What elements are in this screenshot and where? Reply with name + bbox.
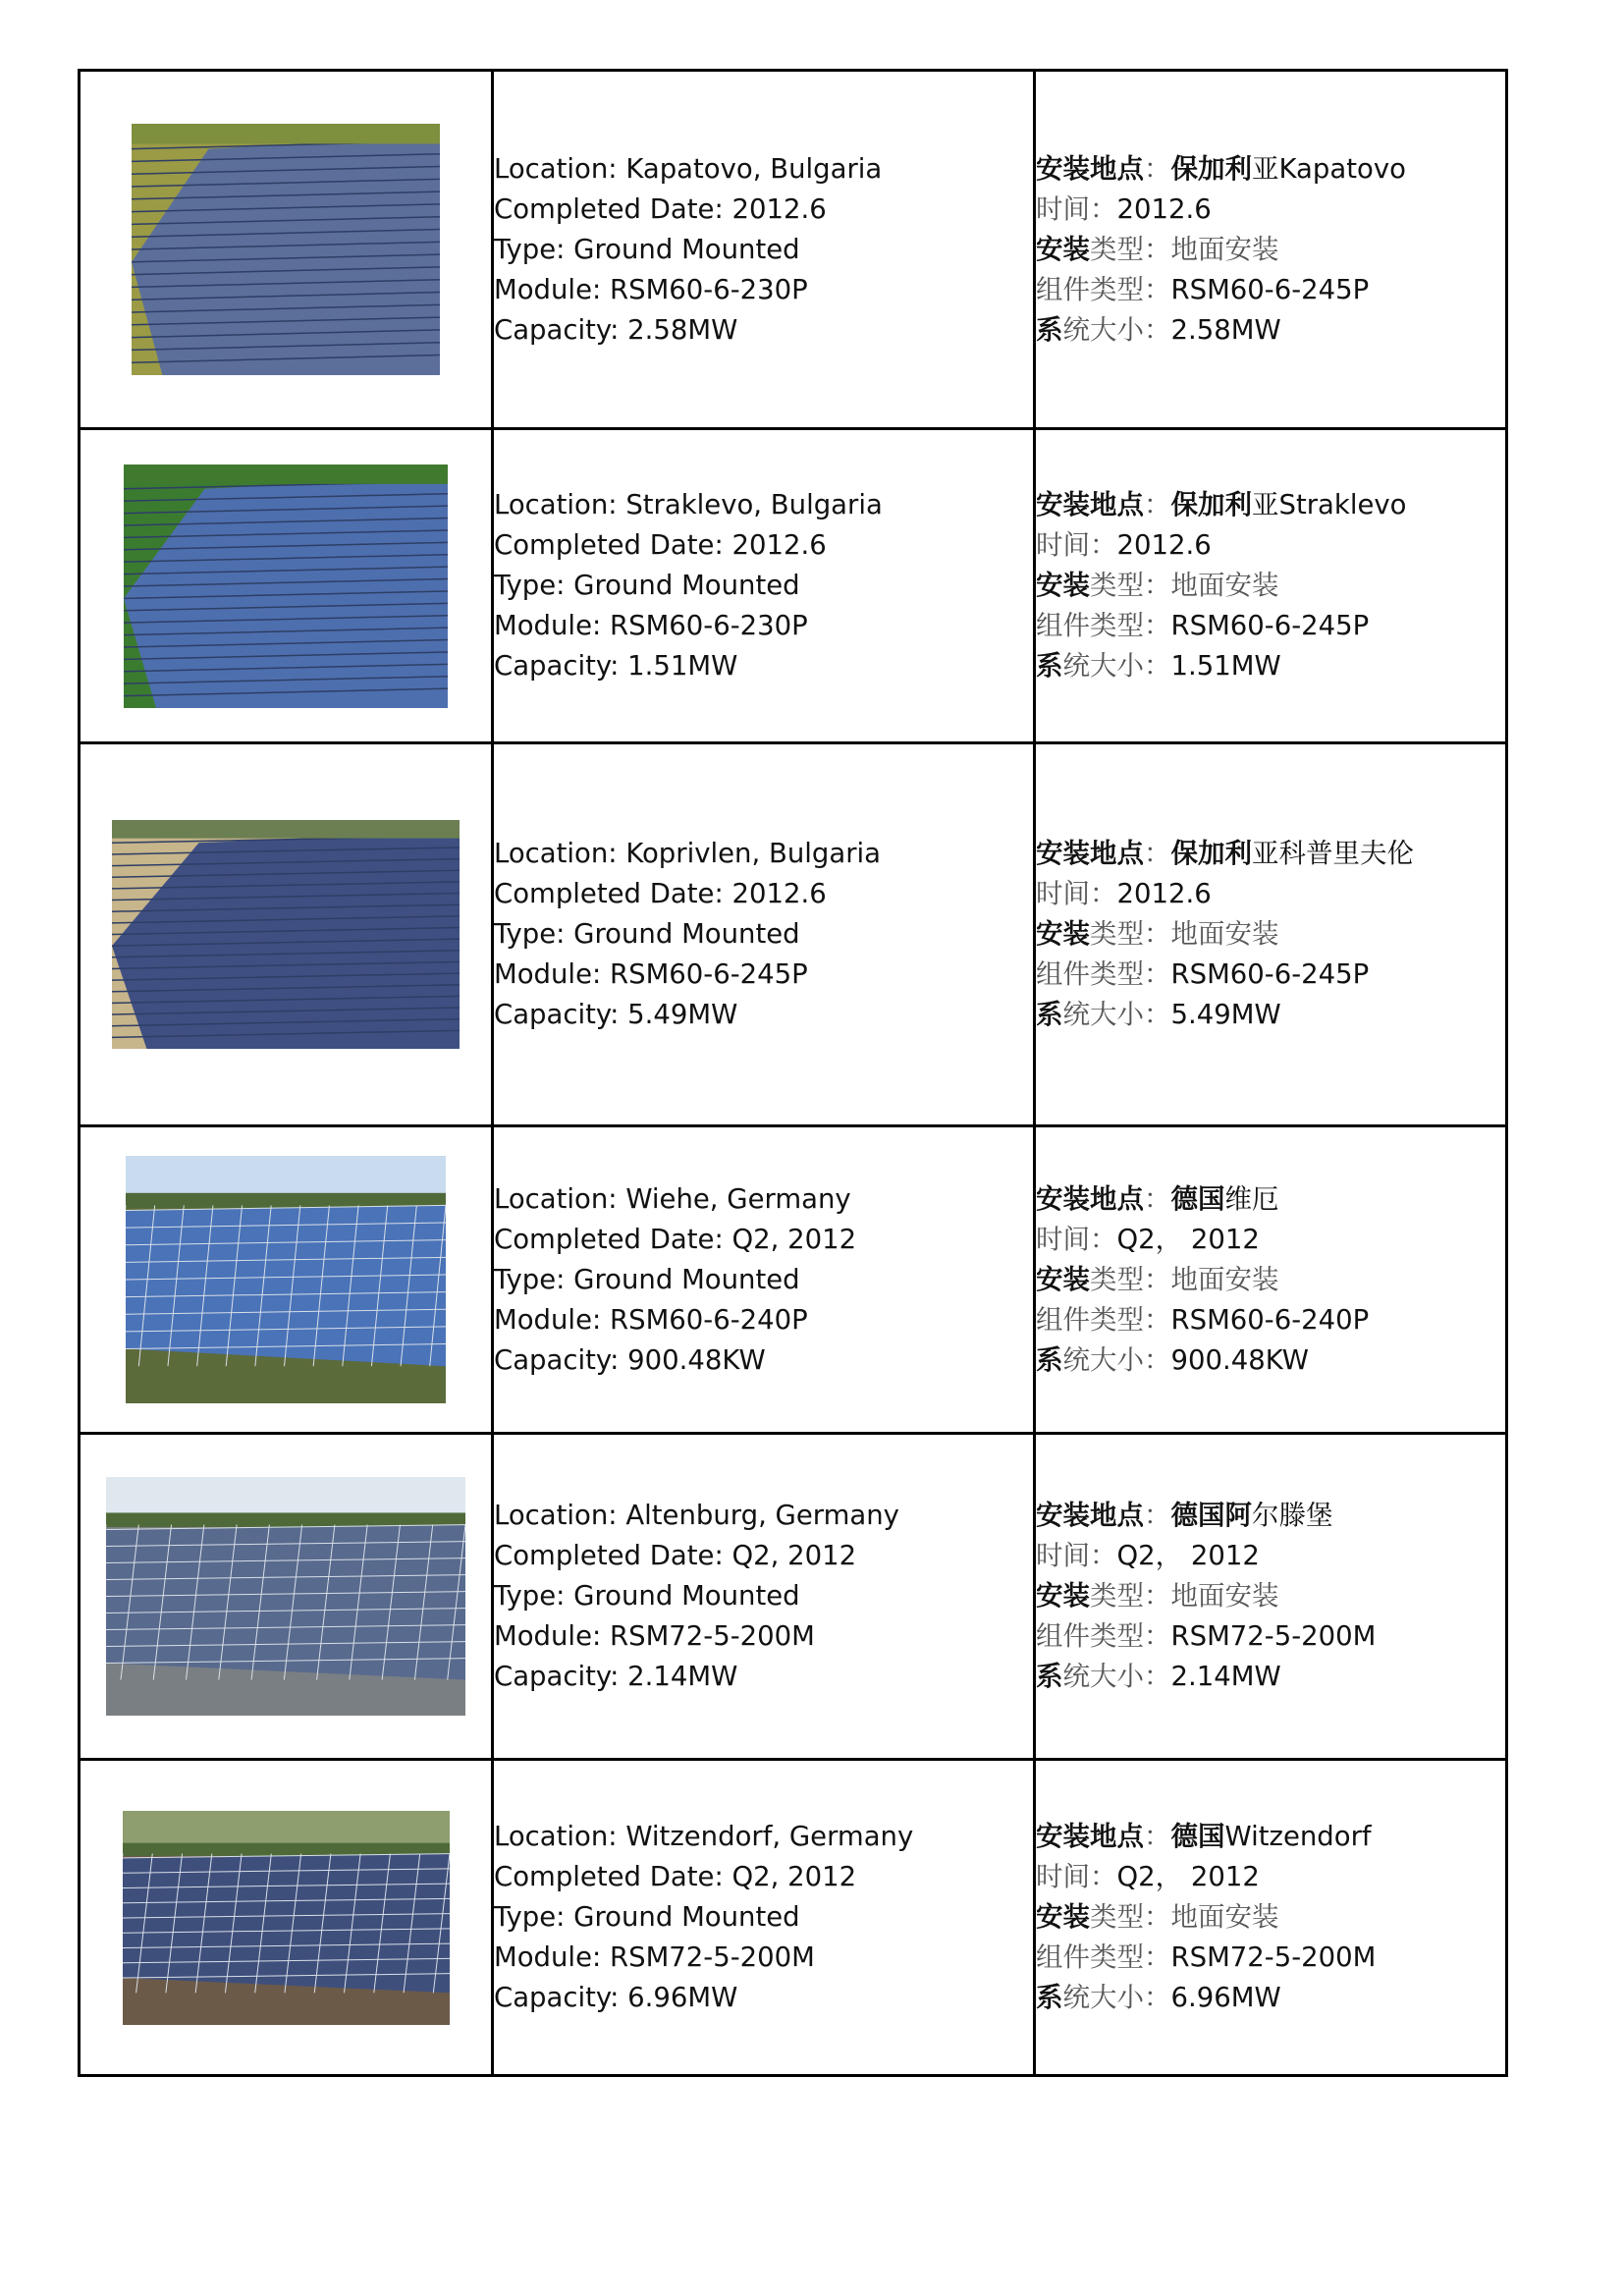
detail-line: Module: RSM72-5-200M [494, 1941, 815, 1973]
detail-line-zh [1036, 230, 1505, 270]
detail-text-light2: RSM60-6-245P [1170, 273, 1370, 305]
detail-line-zh [1036, 1576, 1505, 1616]
detail-text-light2: 900.48KW [1170, 1343, 1309, 1376]
detail-text-bold: 安装 [1036, 570, 1090, 601]
detail-text-bold: 系 [1036, 650, 1063, 682]
detail-text-bold: 安装地点 [1036, 489, 1144, 520]
detail-line-zh [1036, 646, 1505, 686]
detail-line-zh [1036, 1260, 1505, 1300]
detail-text-light2: 维厄 [1224, 1182, 1279, 1215]
project-details-chinese [1035, 1434, 1507, 1760]
project-row [80, 1126, 1507, 1434]
project-details-chinese [1035, 743, 1507, 1126]
project-details-english [493, 1434, 1035, 1760]
detail-line-zh [1036, 1300, 1505, 1340]
detail-text-light2: 1.51MW [1170, 650, 1281, 682]
detail-line: Type: Ground Mounted [494, 1901, 800, 1933]
detail-text-light: 时间： [1036, 1540, 1117, 1571]
detail-text-light2: RSM60-6-245P [1170, 610, 1370, 641]
detail-line-zh [1036, 1496, 1505, 1536]
detail-line-zh [1036, 149, 1505, 190]
detail-text-light: 统大小： [1062, 1982, 1171, 2013]
project-details-chinese [1035, 1760, 1507, 2076]
detail-text-light: ： [1144, 489, 1171, 520]
detail-text-bold: 安装地点 [1036, 152, 1144, 185]
detail-text-light: 时间： [1036, 1223, 1117, 1255]
project-details-english [493, 1760, 1035, 2076]
detail-text-light2: Witzendorf [1224, 1821, 1372, 1852]
project-photo [132, 124, 440, 375]
detail-line: Type: Ground Mounted [494, 233, 800, 265]
detail-text-light: ： [1144, 1182, 1171, 1215]
detail-text-light: 统大小： [1062, 650, 1171, 682]
project-row [80, 429, 1507, 743]
detail-text-light2: RSM60-6-245P [1170, 958, 1370, 990]
detail-line-zh [1036, 606, 1505, 646]
project-row [80, 71, 1507, 429]
detail-text-light: 时间： [1036, 192, 1117, 225]
detail-text-light: ： [1144, 1500, 1171, 1531]
detail-line: Capacity: 1.51MW [494, 650, 738, 682]
detail-line: Location: Wiehe, Germany [494, 1182, 851, 1215]
detail-text-bold: 安装地点 [1036, 1821, 1144, 1852]
detail-text-bold: 安装 [1036, 1580, 1090, 1612]
project-photo [124, 465, 448, 708]
detail-line: Location: Witzendorf, Germany [494, 1821, 914, 1852]
project-photo [123, 1811, 450, 2025]
detail-text-light: 组件类型： [1036, 1941, 1171, 1973]
detail-line: Type: Ground Mounted [494, 918, 800, 950]
detail-text-bold: 安装 [1036, 233, 1090, 265]
detail-line-zh [1036, 834, 1505, 874]
detail-text-light: 时间： [1036, 878, 1117, 909]
detail-line-zh [1036, 1938, 1505, 1978]
detail-line-zh [1036, 1340, 1505, 1381]
detail-line: Module: RSM60-6-230P [494, 273, 808, 305]
project-photo-cell [80, 743, 493, 1126]
detail-line-zh [1036, 270, 1505, 310]
detail-text-light: 类型：地面安装 [1090, 1901, 1279, 1933]
project-photo-cell [80, 1434, 493, 1760]
detail-text-bold: 安装地点 [1036, 1182, 1144, 1215]
project-row [80, 1760, 1507, 2076]
project-row [80, 1434, 1507, 1760]
detail-line-zh [1036, 485, 1505, 525]
detail-text-light: 组件类型： [1036, 1620, 1171, 1652]
detail-text-light: 类型：地面安装 [1090, 1263, 1279, 1295]
detail-line: Location: Straklevo, Bulgaria [494, 489, 883, 520]
detail-text-bold2: 保加利 [1170, 489, 1252, 520]
detail-line-zh [1036, 190, 1505, 230]
project-photo-cell [80, 71, 493, 429]
detail-text-light: 类型：地面安装 [1090, 918, 1279, 950]
detail-text-light2: 尔滕堡 [1252, 1500, 1333, 1531]
detail-line: Module: RSM72-5-200M [494, 1620, 815, 1652]
detail-line: Type: Ground Mounted [494, 1580, 800, 1612]
detail-text-bold: 系 [1036, 313, 1063, 346]
detail-text-bold: 安装 [1036, 918, 1090, 950]
detail-line-zh [1036, 1978, 1505, 2018]
detail-line-zh [1036, 1857, 1505, 1897]
solar-farm-photo [106, 1477, 465, 1716]
detail-text-light: 时间： [1036, 1861, 1117, 1892]
project-details-english [493, 743, 1035, 1126]
detail-line-zh [1036, 995, 1505, 1035]
detail-text-bold: 系 [1036, 1661, 1063, 1692]
detail-line: Completed Date: 2012.6 [494, 529, 827, 561]
project-details-english [493, 1126, 1035, 1434]
detail-line-zh [1036, 1616, 1505, 1657]
detail-text-bold2: 保加利 [1170, 838, 1252, 869]
detail-line: Completed Date: Q2, 2012 [494, 1540, 857, 1571]
projects-table [78, 69, 1508, 2077]
detail-text-light: 类型：地面安装 [1090, 233, 1279, 265]
detail-text-light: 组件类型： [1036, 958, 1171, 990]
solar-farm-photo [123, 1811, 450, 2025]
detail-line: Location: Altenburg, Germany [494, 1500, 899, 1531]
project-details-chinese [1035, 429, 1507, 743]
detail-line-zh [1036, 1657, 1505, 1697]
detail-text-bold2: 德国 [1170, 1821, 1225, 1852]
detail-text-light: 统大小： [1062, 313, 1171, 346]
detail-line: Completed Date: Q2, 2012 [494, 1861, 857, 1892]
project-photo-cell [80, 429, 493, 743]
project-details-chinese [1035, 71, 1507, 429]
detail-text-light2: 亚Straklevo [1252, 489, 1407, 520]
detail-line-zh [1036, 874, 1505, 914]
detail-line-zh [1036, 310, 1505, 351]
detail-text-bold: 安装 [1036, 1263, 1090, 1295]
solar-farm-photo [126, 1156, 446, 1403]
detail-text-light2: 2012.6 [1116, 192, 1212, 225]
detail-text-light2: 2.14MW [1170, 1661, 1281, 1692]
detail-text-bold: 安装地点 [1036, 1500, 1144, 1531]
project-photo [112, 820, 460, 1049]
project-photo-cell [80, 1126, 493, 1434]
detail-text-light2: Q2， 2012 [1116, 1223, 1260, 1255]
project-photo [106, 1477, 465, 1716]
detail-text-light: 类型：地面安装 [1090, 1580, 1279, 1612]
detail-line: Completed Date: 2012.6 [494, 878, 827, 909]
detail-line: Module: RSM60-6-230P [494, 610, 808, 641]
detail-text-light: 组件类型： [1036, 610, 1171, 641]
detail-text-light2: 5.49MW [1170, 999, 1281, 1030]
project-row [80, 743, 1507, 1126]
detail-text-light: 时间： [1036, 529, 1117, 561]
detail-line-zh [1036, 525, 1505, 566]
detail-line: Location: Kapatovo, Bulgaria [494, 152, 883, 185]
detail-text-light2: Q2， 2012 [1116, 1540, 1260, 1571]
detail-line-zh [1036, 1220, 1505, 1260]
detail-text-bold2: 保加利 [1170, 152, 1252, 185]
detail-text-light: ： [1144, 152, 1171, 185]
detail-text-light: 组件类型： [1036, 1303, 1171, 1336]
detail-line: Completed Date: Q2, 2012 [494, 1223, 857, 1255]
detail-line: Capacity: 6.96MW [494, 1982, 738, 2013]
detail-line-zh [1036, 1179, 1505, 1220]
solar-farm-photo [132, 124, 440, 375]
detail-line: Location: Koprivlen, Bulgaria [494, 838, 881, 869]
detail-line-zh [1036, 566, 1505, 606]
detail-text-light: 类型：地面安装 [1090, 570, 1279, 601]
detail-text-light: 统大小： [1062, 1343, 1171, 1376]
detail-text-light2: 2012.6 [1116, 529, 1212, 561]
detail-line-zh [1036, 914, 1505, 955]
detail-line-zh [1036, 1817, 1505, 1857]
detail-line: Capacity: 2.14MW [494, 1661, 738, 1692]
detail-line: Capacity: 5.49MW [494, 999, 738, 1030]
detail-line: Capacity: 2.58MW [494, 313, 738, 346]
detail-text-light2: RSM60-6-240P [1170, 1303, 1370, 1336]
detail-line-zh [1036, 1897, 1505, 1938]
detail-text-light2: RSM72-5-200M [1170, 1941, 1377, 1973]
detail-text-light: ： [1144, 838, 1171, 869]
detail-line: Module: RSM60-6-245P [494, 958, 808, 990]
detail-text-bold: 系 [1036, 1982, 1063, 2013]
detail-text-bold: 安装 [1036, 1901, 1090, 1933]
detail-line-zh [1036, 1536, 1505, 1576]
detail-line: Completed Date: 2012.6 [494, 192, 827, 225]
detail-text-light2: RSM72-5-200M [1170, 1620, 1377, 1652]
detail-text-bold2: 德国 [1170, 1182, 1225, 1215]
project-details-english [493, 71, 1035, 429]
detail-line: Module: RSM60-6-240P [494, 1303, 808, 1336]
detail-line: Type: Ground Mounted [494, 570, 800, 601]
detail-text-bold: 安装地点 [1036, 838, 1144, 869]
detail-text-light: 统大小： [1062, 1661, 1171, 1692]
project-photo-cell [80, 1760, 493, 2076]
project-details-english [493, 429, 1035, 743]
detail-text-light: ： [1144, 1821, 1171, 1852]
detail-text-light2: 亚科普里夫伦 [1252, 838, 1414, 869]
detail-text-light: 组件类型： [1036, 273, 1171, 305]
detail-line-zh [1036, 955, 1505, 995]
detail-text-bold: 系 [1036, 999, 1063, 1030]
detail-text-light2: 2012.6 [1116, 878, 1212, 909]
project-photo [126, 1156, 446, 1403]
detail-text-bold2: 德国阿 [1170, 1500, 1252, 1531]
detail-text-bold: 系 [1036, 1343, 1063, 1376]
detail-text-light2: 6.96MW [1170, 1982, 1281, 2013]
project-details-chinese [1035, 1126, 1507, 1434]
detail-line: Type: Ground Mounted [494, 1263, 800, 1295]
detail-text-light2: Q2， 2012 [1116, 1861, 1260, 1892]
detail-text-light2: 2.58MW [1170, 313, 1281, 346]
detail-line: Capacity: 900.48KW [494, 1343, 766, 1376]
detail-text-light2: 亚Kapatovo [1252, 152, 1406, 185]
solar-farm-photo [124, 465, 448, 708]
detail-text-light: 统大小： [1062, 999, 1171, 1030]
solar-farm-photo [112, 820, 460, 1049]
